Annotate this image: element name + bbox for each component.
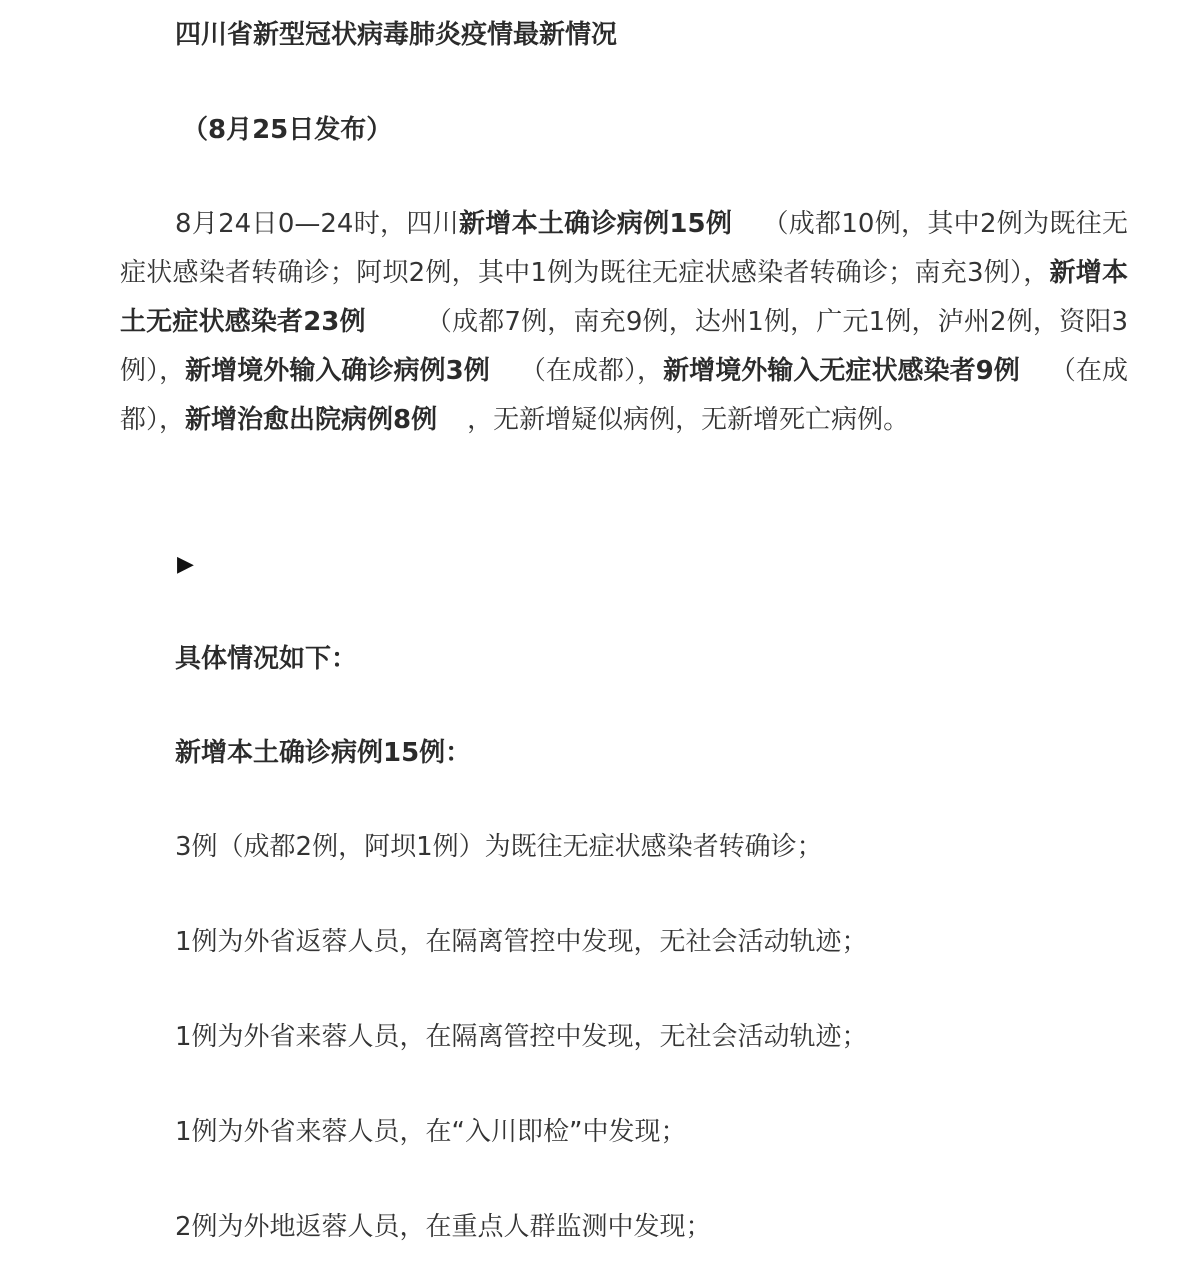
summary-text-4: （在成都）， — [519, 356, 664, 386]
summary-text-1: 8月24日0—24时，四川 — [175, 209, 459, 239]
release-date: （8月25日发布） — [182, 115, 393, 145]
summary-paragraph — [120, 200, 1128, 445]
summary-bold-5: 新增治愈出院病例8例 — [185, 405, 438, 435]
list-item: 1例为外省返蓉人员，在隔离管控中发现，无社会活动轨迹； — [175, 927, 868, 957]
summary-bold-4: 新增境外输入无症状感染者9例 — [663, 356, 1020, 386]
summary-text-5: （在成都）， — [120, 356, 1128, 435]
summary-bold-1: 新增本土确诊病例15例 — [458, 209, 733, 239]
summary-text-6: ，无新增疑似病例，无新增死亡病例。 — [467, 405, 910, 435]
section-heading: 具体情况如下： — [175, 644, 358, 674]
list-item: 2例为外地返蓉人员，在重点人群监测中发现； — [175, 1212, 712, 1242]
list-item: 3例（成都2例，阿坝1例）为既往无症状感染者转确诊； — [175, 832, 823, 862]
summary-bold-3: 新增境外输入确诊病例3例 — [185, 356, 490, 386]
article-title: 四川省新型冠状病毒肺炎疫情最新情况 — [175, 20, 618, 50]
summary-bold-2: 新增本土无症状感染者23例 — [120, 258, 1128, 337]
summary-text-3: （成都7例，南充9例，达州1例，广元1例，泸州2例，资阳3例）， — [120, 307, 1128, 386]
list-item: 1例为外省来蓉人员，在“入川即检”中发现； — [175, 1117, 687, 1147]
summary-text-2: （成都10例，其中2例为既往无症状感染者转确诊；阿坝2例，其中1例为既往无症状感染者转确诊；南充3例）， — [120, 209, 1128, 288]
list-item: 1例为外省来蓉人员，在隔离管控中发现，无社会活动轨迹； — [175, 1022, 868, 1052]
play-arrow-icon: ▶ — [177, 552, 194, 577]
sub-heading: 新增本土确诊病例15例： — [175, 738, 472, 768]
